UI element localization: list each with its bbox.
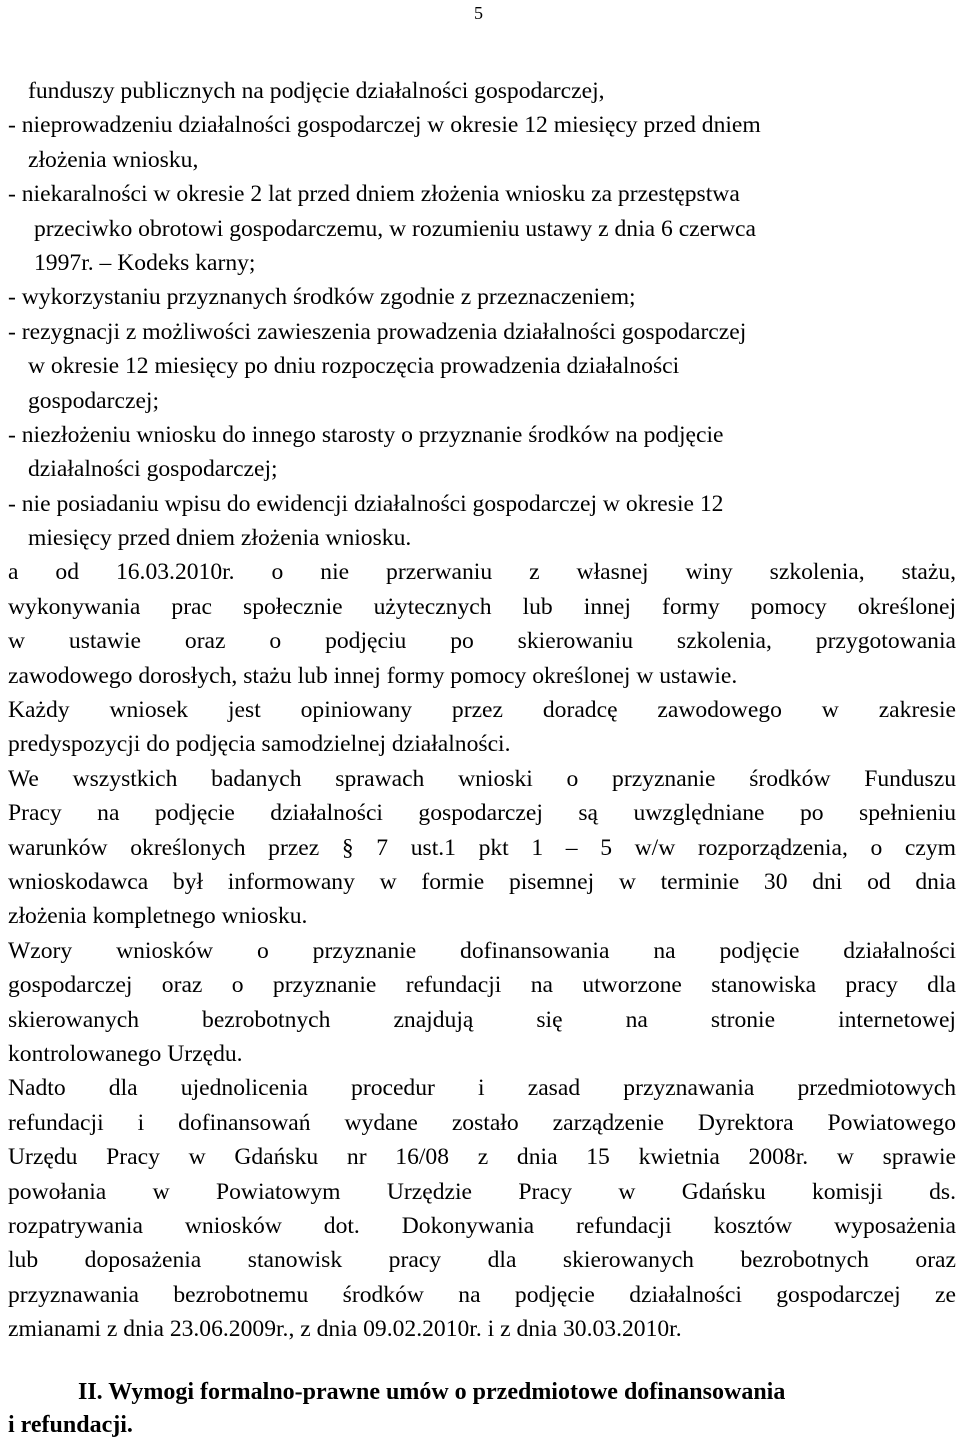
text-line: przeciwko obrotowi gospodarczemu, w rozumieniu ustawy z dnia 6 czerwca: [34, 215, 756, 242]
text-line: Wzory wniosków o przyznanie dofinansowania na podjęcie działalności: [8, 937, 956, 964]
section-heading-line-1: II. Wymogi formalno-prawne umów o przedmiotowe dofinansowania: [78, 1379, 786, 1406]
text-line: skierowanych bezrobotnych znajdują się na stronie internetowej: [8, 1006, 956, 1033]
text-line: w okresie 12 miesięcy po dniu rozpoczęcia prowadzenia działalności: [28, 353, 680, 380]
text-line: We wszystkich badanych sprawach wnioski o przyznanie środków Funduszu: [8, 765, 956, 792]
text-line: gospodarczej oraz o przyznanie refundacji na utworzone stanowiska pracy dla: [8, 972, 956, 999]
section-heading: [8, 1376, 956, 1442]
text-line: przyznawania bezrobotnemu środków na podjęcie działalności gospodarczej ze: [8, 1281, 956, 1308]
text-line: kontrolowanego Urzędu.: [8, 1040, 243, 1067]
text-line: - nie posiadaniu wpisu do ewidencji działalności gospodarczej w okresie 12: [8, 490, 724, 517]
text-line: - wykorzystaniu przyznanych środków zgodnie z przeznaczeniem;: [8, 284, 636, 311]
text-line: Nadto dla ujednolicenia procedur i zasad przyznawania przedmiotowych: [8, 1075, 956, 1102]
paragraph-lines: [8, 74, 956, 1346]
text-line: 1997r. – Kodeks karny;: [34, 249, 256, 276]
text-line: wykonywania prac społecznie użytecznych lub innej formy pomocy określonej: [8, 593, 956, 620]
text-line: miesięcy przed dniem złożenia wniosku.: [28, 525, 412, 552]
text-line: złożenia kompletnego wniosku.: [8, 903, 308, 930]
text-line: gospodarczej;: [28, 387, 160, 414]
text-line: zawodowego dorosłych, stażu lub innej formy pomocy określonej w ustawie.: [8, 662, 738, 689]
section-heading-line-2: i refundacji.: [8, 1412, 133, 1439]
text-line: Urzędu Pracy w Gdańsku nr 16/08 z dnia 15 kwietnia 2008r. w sprawie: [8, 1144, 956, 1171]
text-line: warunków określonych przez § 7 ust.1 pkt 1 – 5 w/w rozporządzenia, o czym: [8, 834, 956, 861]
text-line: - nieprowadzeniu działalności gospodarczej w okresie 12 miesięcy przed dniem: [8, 112, 761, 139]
text-line: Każdy wniosek jest opiniowany przez doradcę zawodowego w zakresie: [8, 697, 956, 724]
text-line: rozpatrywania wniosków dot. Dokonywania refundacji kosztów wyposażenia: [8, 1212, 956, 1239]
text-line: złożenia wniosku,: [28, 146, 199, 173]
text-line: - niekaralności w okresie 2 lat przed dniem złożenia wniosku za przestępstwa: [8, 181, 740, 208]
text-line: wnioskodawca był informowany w formie pisemnej w terminie 30 dni od dnia: [8, 868, 956, 895]
text-line: lub doposażenia stanowisk pracy dla skierowanych bezrobotnych oraz: [8, 1247, 956, 1274]
text-line: - niezłożeniu wniosku do innego starosty o przyznanie środków na podjęcie: [8, 421, 724, 448]
text-line: refundacji i dofinansowań wydane zostało zarządzenie Dyrektora Powiatowego: [8, 1109, 956, 1136]
text-line: zmianami z dnia 23.06.2009r., z dnia 09.02.2010r. i z dnia 30.03.2010r.: [8, 1316, 682, 1343]
text-line: w ustawie oraz o podjęciu po skierowaniu szkolenia, przygotowania: [8, 628, 956, 655]
text-line: Pracy na podjęcie działalności gospodarczej są uwzględniane po spełnieniu: [8, 800, 956, 827]
text-line: działalności gospodarczej;: [28, 456, 278, 483]
text-line: powołania w Powiatowym Urzędzie Pracy w Gdańsku komisji ds.: [8, 1178, 956, 1205]
text-line: funduszy publicznych na podjęcie działalności gospodarczej,: [28, 78, 605, 104]
document-body: [8, 74, 956, 1442]
text-line: - rezygnacji z możliwości zawieszenia prowadzenia działalności gospodarczej: [8, 318, 747, 345]
text-line: a od 16.03.2010r. o nie przerwaniu z własnej winy szkolenia, stażu,: [8, 559, 956, 586]
page-number: 5: [474, 3, 483, 23]
text-line: predyspozycji do podjęcia samodzielnej działalności.: [8, 731, 511, 758]
